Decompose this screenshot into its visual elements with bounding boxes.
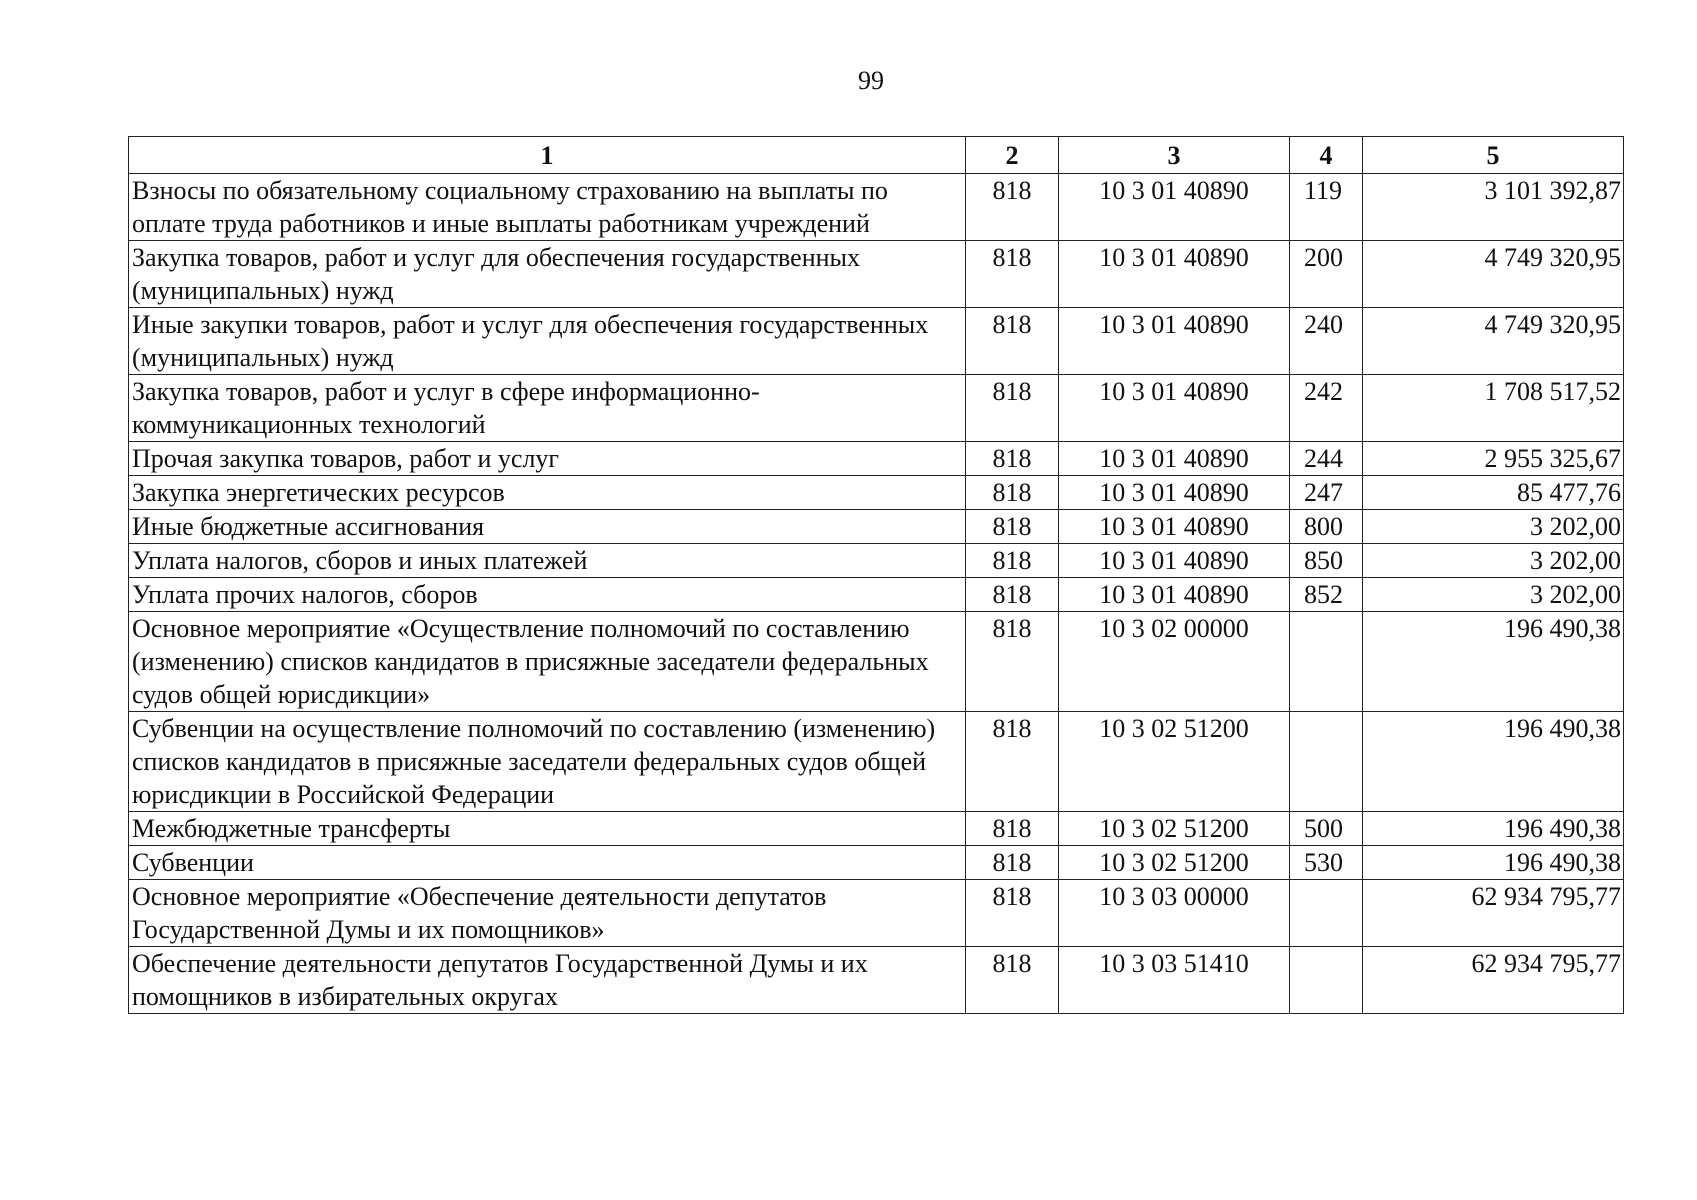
table-row: [129, 442, 1624, 476]
table-body: [129, 174, 1624, 1014]
cell-code: 818: [966, 510, 1059, 544]
cell-name: Основное мероприятие «Осуществление полномочий по составлению (изменению) списков кандидатов в присяжные заседатели федеральных судов общей юрисдикции»: [129, 612, 966, 712]
cell-amount: 4 749 320,95: [1363, 308, 1624, 375]
table-row: [129, 241, 1624, 308]
cell-code: 818: [966, 375, 1059, 442]
cell-expense-type: 240: [1290, 308, 1363, 375]
header-row: [129, 137, 1624, 174]
table-row: [129, 612, 1624, 712]
cell-name: Обеспечение деятельности депутатов Государственной Думы и их помощников в избирательных округах: [129, 947, 966, 1014]
table-row: [129, 544, 1624, 578]
cell-amount: 3 202,00: [1363, 578, 1624, 612]
table-row: [129, 578, 1624, 612]
cell-target-article: 10 3 01 40890: [1059, 308, 1290, 375]
table-header: [129, 137, 1624, 174]
table-row: [129, 947, 1624, 1014]
cell-amount: 62 934 795,77: [1363, 947, 1624, 1014]
cell-amount: 3 202,00: [1363, 510, 1624, 544]
cell-code: 818: [966, 544, 1059, 578]
cell-expense-type: [1290, 880, 1363, 947]
cell-expense-type: [1290, 712, 1363, 812]
cell-target-article: 10 3 01 40890: [1059, 375, 1290, 442]
cell-target-article: 10 3 01 40890: [1059, 476, 1290, 510]
header-col-1: 1: [129, 137, 966, 174]
cell-expense-type: 850: [1290, 544, 1363, 578]
cell-code: 818: [966, 442, 1059, 476]
cell-name: Основное мероприятие «Обеспечение деятельности депутатов Государственной Думы и их помощников»: [129, 880, 966, 947]
cell-amount: 3 202,00: [1363, 544, 1624, 578]
cell-target-article: 10 3 01 40890: [1059, 544, 1290, 578]
cell-name: Закупка товаров, работ и услуг в сфере информационно-коммуникационных технологий: [129, 375, 966, 442]
cell-target-article: 10 3 02 00000: [1059, 612, 1290, 712]
cell-code: 818: [966, 947, 1059, 1014]
cell-target-article: 10 3 01 40890: [1059, 174, 1290, 241]
cell-amount: 4 749 320,95: [1363, 241, 1624, 308]
cell-code: 818: [966, 880, 1059, 947]
cell-expense-type: 247: [1290, 476, 1363, 510]
cell-name: Закупка энергетических ресурсов: [129, 476, 966, 510]
cell-code: 818: [966, 308, 1059, 375]
header-col-3: 3: [1059, 137, 1290, 174]
cell-name: Межбюджетные трансферты: [129, 812, 966, 846]
table-row: [129, 846, 1624, 880]
cell-name: Уплата налогов, сборов и иных платежей: [129, 544, 966, 578]
cell-expense-type: 119: [1290, 174, 1363, 241]
table-row: [129, 308, 1624, 375]
cell-code: 818: [966, 612, 1059, 712]
cell-code: 818: [966, 712, 1059, 812]
cell-target-article: 10 3 01 40890: [1059, 442, 1290, 476]
page-number: 99: [858, 66, 884, 95]
table-row: [129, 375, 1624, 442]
cell-expense-type: 242: [1290, 375, 1363, 442]
table-row: [129, 510, 1624, 544]
cell-code: 818: [966, 846, 1059, 880]
cell-expense-type: 244: [1290, 442, 1363, 476]
cell-amount: 85 477,76: [1363, 476, 1624, 510]
cell-name: Закупка товаров, работ и услуг для обеспечения государственных (муниципальных) нужд: [129, 241, 966, 308]
cell-expense-type: [1290, 612, 1363, 712]
cell-name: Прочая закупка товаров, работ и услуг: [129, 442, 966, 476]
cell-code: 818: [966, 476, 1059, 510]
cell-code: 818: [966, 241, 1059, 308]
cell-target-article: 10 3 01 40890: [1059, 510, 1290, 544]
cell-code: 818: [966, 812, 1059, 846]
cell-name: Субвенции на осуществление полномочий по составлению (изменению) списков кандидатов в присяжные заседатели федеральных судов общей юрисдикции в Российской Федерации: [129, 712, 966, 812]
cell-amount: 1 708 517,52: [1363, 375, 1624, 442]
cell-target-article: 10 3 02 51200: [1059, 846, 1290, 880]
cell-code: 818: [966, 578, 1059, 612]
cell-amount: 196 490,38: [1363, 812, 1624, 846]
cell-expense-type: 530: [1290, 846, 1363, 880]
header-col-2: 2: [966, 137, 1059, 174]
table-row: [129, 476, 1624, 510]
header-col-4: 4: [1290, 137, 1363, 174]
table-row: [129, 812, 1624, 846]
cell-expense-type: 500: [1290, 812, 1363, 846]
header-col-5: 5: [1363, 137, 1624, 174]
cell-expense-type: 852: [1290, 578, 1363, 612]
table-row: [129, 880, 1624, 947]
cell-name: Иные закупки товаров, работ и услуг для обеспечения государственных (муниципальных) нужд: [129, 308, 966, 375]
cell-name: Субвенции: [129, 846, 966, 880]
cell-target-article: 10 3 02 51200: [1059, 812, 1290, 846]
cell-target-article: 10 3 03 51410: [1059, 947, 1290, 1014]
cell-code: 818: [966, 174, 1059, 241]
table-row: [129, 174, 1624, 241]
cell-target-article: 10 3 01 40890: [1059, 241, 1290, 308]
cell-amount: 196 490,38: [1363, 846, 1624, 880]
cell-name: Уплата прочих налогов, сборов: [129, 578, 966, 612]
cell-amount: 62 934 795,77: [1363, 880, 1624, 947]
cell-target-article: 10 3 03 00000: [1059, 880, 1290, 947]
cell-amount: 196 490,38: [1363, 712, 1624, 812]
cell-amount: 3 101 392,87: [1363, 174, 1624, 241]
table-row: [129, 712, 1624, 812]
cell-name: Взносы по обязательному социальному страхованию на выплаты по оплате труда работников и иные выплаты работникам учреждений: [129, 174, 966, 241]
cell-expense-type: 800: [1290, 510, 1363, 544]
budget-table: [128, 136, 1624, 1014]
cell-target-article: 10 3 01 40890: [1059, 578, 1290, 612]
cell-expense-type: [1290, 947, 1363, 1014]
cell-amount: 2 955 325,67: [1363, 442, 1624, 476]
cell-amount: 196 490,38: [1363, 612, 1624, 712]
cell-target-article: 10 3 02 51200: [1059, 712, 1290, 812]
cell-expense-type: 200: [1290, 241, 1363, 308]
cell-name: Иные бюджетные ассигнования: [129, 510, 966, 544]
